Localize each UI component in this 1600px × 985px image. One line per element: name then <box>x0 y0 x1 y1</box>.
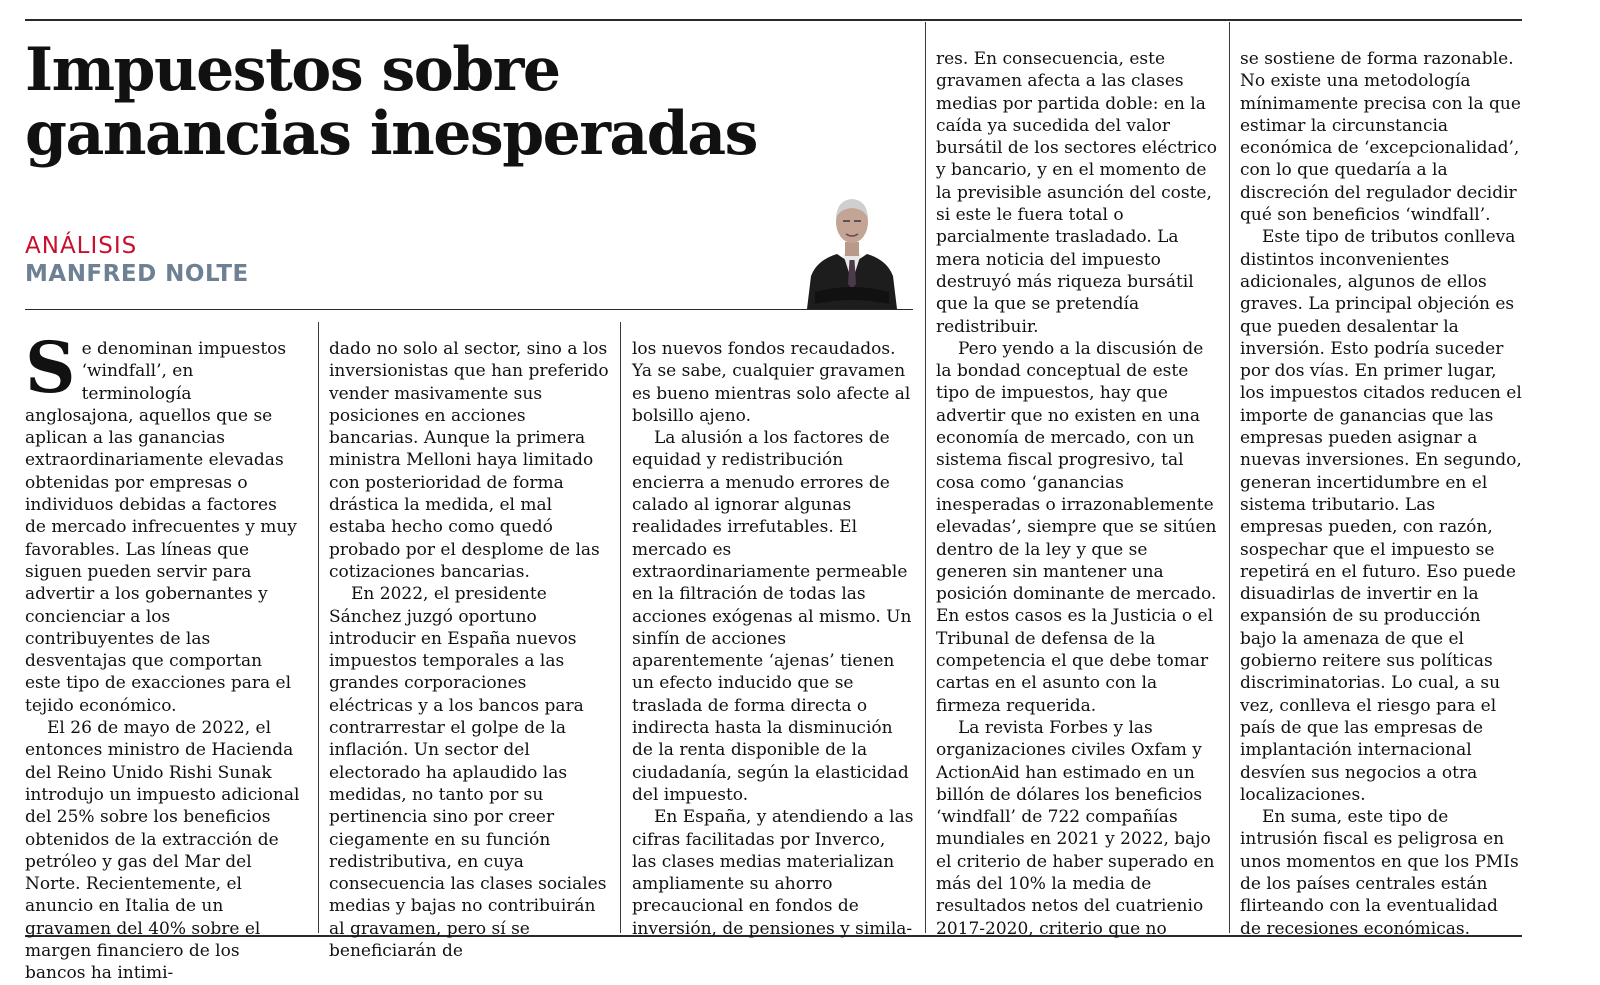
paragraph: res. En consecuencia, este gravamen afecta a las clases medias por partida doble: en la caída ya sucedida del valor bursátil de los sectores eléctrico y bancario, y en el momento de la previsible asunción del coste, si este le fuera total o parcialmente trasladado. La mera noticia del impuesto destruyó más riqueza bursátil que la que se pretendía redistribuir. <box>936 49 1217 337</box>
top-rule <box>25 19 1522 21</box>
column-divider <box>620 322 621 933</box>
paragraph: e denominan impuestos ‘windfall’, en terminología anglosajona, aquellos que se aplican a las ganancias extraordinariamente elevadas obtenidas por empresas o individuos debidas a factores de mercado infrecuentes y muy favorables. Las líneas que siguen pueden servir para advertir a los gobernantes y concienciar a los contribuyentes de las desventajas que comportan este tipo de exacciones para el tejido económico. <box>25 339 297 716</box>
author-portrait <box>803 190 901 309</box>
article-column-1 <box>25 326 301 984</box>
headline: Impuestos sobre ganancias inesperadas <box>25 35 757 169</box>
header-rule <box>25 309 913 310</box>
drop-cap: S <box>25 326 76 409</box>
column-divider <box>925 22 926 933</box>
section-label: ANÁLISIS <box>25 233 138 259</box>
author-name: MANFRED NOLTE <box>25 261 249 287</box>
paragraph: El 26 de mayo de 2022, el entonces ministro de Hacienda del Reino Unido Rishi Sunak introdujo un impuesto adicional del 25% sobre los beneficios obtenidos de la extracción de petróleo y gas del Mar del Norte. Recientemente, el anuncio en Italia de un gravamen del 40% sobre el margen financiero de los bancos ha intimi- <box>25 718 300 984</box>
paragraph: En 2022, el presidente Sánchez juzgó oportuno introducir en España nuevos impuestos temporales a las grandes corporaciones eléctricas y a los bancos para contrarrestar el golpe de la inflación. Un sector del electorado ha aplaudido las medidas, no tanto por su pertinencia sino por creer ciegamente en su función redistributiva, en cuya consecuencia las clases sociales medias y bajas no contribuirán al gravamen, pero sí se beneficiarán de <box>329 584 607 962</box>
article-column-4 <box>936 48 1219 939</box>
paragraph: los nuevos fondos recaudados. Ya se sabe, cualquier gravamen es bueno mientras solo afecte al bolsillo ajeno. <box>632 339 911 426</box>
article-column-3 <box>632 338 914 939</box>
paragraph: Este tipo de tributos conlleva distintos inconvenientes adicionales, algunos de ellos graves. La principal objeción es que pueden desalentar la inversión. Esto podría suceder por dos vías. En primer lugar, los impuestos citados reducen el importe de ganancias que las empresas pueden asignar a nuevas inversiones. En segundo, generan incertidumbre en el sistema tributario. Las empresas pueden, con razón, sospechar que el impuesto se repetirá en el futuro. Eso puede disuadirlas de invertir en la expansión de su producción bajo la amenaza de que el gobierno reitere sus políticas discriminatorias. Lo cual, a su vez, conlleva el riesgo para el país de que las empresas de implantación internacional desvíen sus negocios a otra localizaciones. <box>1240 227 1522 805</box>
paragraph: La revista Forbes y las organizaciones civiles Oxfam y ActionAid han estimado en un billón de dólares los beneficios ‘windfall’ de 722 compañías mundiales en 2021 y 2022, bajo el criterio de haber superado en más del 10% la media de resultados netos del cuatrienio 2017-2020, criterio que no <box>936 717 1215 939</box>
paragraph: En España, y atendiendo a las cifras facilitadas por Inverco, las clases medias materializan ampliamente su ahorro precaucional en fondos de inversión, de pensiones y simila- <box>632 807 914 939</box>
paragraph: Pero yendo a la discusión de la bondad conceptual de este tipo de impuestos, hay que advertir que no existen en una economía de mercado, con un sistema fiscal progresivo, tal cosa como ‘ganancias inesperadas o irrazonablemente elevadas’, siempre que se sitúen dentro de la ley y que se generen sin mantener una posición dominante de mercado. En estos casos es la Justicia o el Tribunal de defensa de la competencia el que debe tomar cartas en el asunto con la firmeza requerida. <box>936 338 1217 716</box>
paragraph: La alusión a los factores de equidad y redistribución encierra a menudo errores de calado al ignorar algunas realidades irrefutables. El mercado es extraordinariamente permeable en la filtración de todas las acciones exógenas al mismo. Un sinfín de acciones aparentemente ‘ajenas’ tienen un efecto inducido que se traslada de forma directa o indirecta hasta la disminución de la renta disponible de la ciudadanía, según la elasticidad del impuesto. <box>632 428 912 805</box>
paragraph: se sostiene de forma razonable. No existe una metodología mínimamente precisa con la que estimar la circunstancia económica de ‘excepcionalidad’, con lo que quedaría a la discreción del regulador decidir qué son beneficios ‘windfall’. <box>1240 49 1521 226</box>
column-divider <box>318 322 319 933</box>
column-divider <box>1229 22 1230 933</box>
article-column-2 <box>329 338 610 962</box>
paragraph: En suma, este tipo de intrusión fiscal es peligrosa en unos momentos en que los PMIs de los países centrales están flirteando con la eventualidad de recesiones económicas. <box>1240 807 1519 939</box>
paragraph: dado no solo al sector, sino a los inversionistas que han preferido vender masivamente sus posiciones en acciones bancarias. Aunque la primera ministra Melloni haya limitado con posterioridad de forma drástica la medida, el mal estaba hecho como quedó probado por el desplome de las cotizaciones bancarias. <box>329 339 609 582</box>
article-column-5 <box>1240 48 1522 939</box>
